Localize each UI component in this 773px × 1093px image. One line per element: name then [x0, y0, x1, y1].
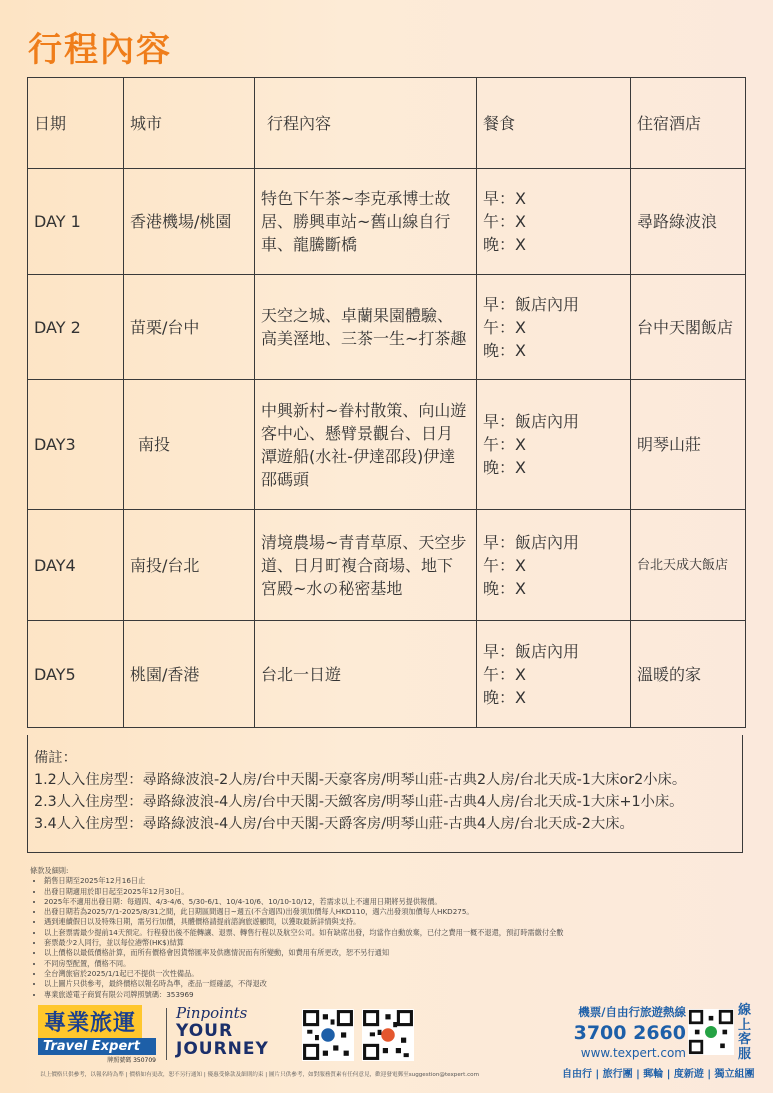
- instagram-qr-icon[interactable]: [362, 1009, 414, 1061]
- itinerary-line: 車、龍騰斷橋: [261, 235, 358, 254]
- terms-item: • 不同房型配置，價格不同。: [44, 959, 670, 969]
- hotel-cell: 明琴山莊: [631, 380, 746, 510]
- terms-item: • 遇到連續假日以及特殊日期，需另行加價，具體價格請提前諮詢旅遊顧問，以獲取最新詳情與支持。: [44, 917, 670, 927]
- services-list: 自由行 | 旅行團 | 郵輪 | 度新遊 | 獨立組團: [562, 1069, 755, 1080]
- city-cell: 苗栗/台中: [124, 275, 255, 380]
- itinerary-table: [27, 77, 746, 728]
- meal-breakfast: 早：X: [483, 189, 526, 208]
- header-city: 城市: [124, 78, 255, 169]
- meals-cell: [477, 275, 631, 380]
- day-cell: DAY 1: [28, 169, 124, 275]
- meal-lunch: 午：X: [483, 664, 526, 684]
- itinerary-cell: [255, 169, 477, 275]
- hotline-phone[interactable]: 3700 2660: [573, 1022, 686, 1044]
- hotel-cell: 溫暖的家: [631, 621, 746, 728]
- meal-breakfast: 早：飯店內用: [483, 294, 580, 314]
- remarks-line: 2.3人入住房型：尋路綠波浪-4人房/台中天閣-天緻客房/明琴山莊-古典4人房/台北天成-1大床+1小床。: [34, 794, 684, 810]
- city-cell: 香港機場/桃園: [124, 169, 255, 275]
- slogan: [176, 1004, 296, 1058]
- itinerary-line: 潭遊船(水社-伊達邵段)伊達: [261, 446, 456, 466]
- header-meals: 餐食: [477, 78, 631, 169]
- remarks-box: [27, 735, 743, 853]
- logo-chinese: 專業旅運: [38, 1005, 142, 1038]
- meal-breakfast: 早：飯店內用: [483, 412, 580, 431]
- terms-item: • 出發日期適用於即日起至2025年12月30日。: [44, 887, 670, 897]
- hotline-label: 機票/自由行旅遊熱線: [578, 1005, 686, 1019]
- itinerary-line: 高美溼地、三茶一生~打茶趣: [261, 329, 467, 348]
- day-cell: DAY 2: [28, 275, 124, 380]
- slogan-script: Pinpoints: [176, 1004, 248, 1022]
- hotel-cell: 台中天閣飯店: [631, 275, 746, 380]
- terms-item: • 出發日期若為2025/7/1-2025/8/31之間，此日期區間週日~週五(不含週四)出發須加價每人HKD110，週六出發須加價每人HKD275。: [44, 907, 670, 917]
- online-service-label: 線上客服: [738, 1003, 752, 1062]
- logo-english: Travel Expert: [38, 1038, 156, 1055]
- city-cell: 桃園/香港: [124, 621, 255, 728]
- table-row: [28, 380, 746, 510]
- itinerary-cell: [255, 621, 477, 728]
- divider: [166, 1008, 167, 1060]
- terms-item: • 2025年不適用出發日期：每週四、4/3-4/6、5/30-6/1、10/4-10/6、10/10-10/12，若需求以上不適用日期將另提供報價。: [44, 897, 670, 907]
- itinerary-cell: [255, 510, 477, 621]
- terms-item: • 全台灣旅宿於2025/1/1起已不提供一次性備品。: [44, 969, 670, 979]
- license-number: 牌照號碼 350709: [107, 1057, 156, 1064]
- terms-section: [30, 866, 670, 1000]
- meal-dinner: 晚：X: [483, 687, 526, 707]
- itinerary-line: 居、勝興車站~舊山線自行: [261, 212, 451, 231]
- itinerary-line: 天空之城、卓蘭果園體驗、: [261, 306, 454, 325]
- meals-cell: [477, 621, 631, 728]
- itinerary-cell: [255, 380, 477, 510]
- page-title: 行程內容: [28, 30, 172, 70]
- terms-item: • 以上價格以最低價格計算，而所有價格會因貨幣匯率及供應情況而有所變動，如費用有所更改，恕不另行通知: [44, 948, 670, 958]
- meals-cell: [477, 510, 631, 621]
- remarks-heading: 備註：: [34, 750, 77, 766]
- terms-heading: 條款及細則:: [30, 866, 69, 875]
- facebook-qr-icon[interactable]: [302, 1009, 354, 1061]
- itinerary-line: 客中心、懸臂景觀台、日月: [261, 423, 454, 443]
- hotel-cell: 台北天成大飯店: [631, 510, 746, 621]
- day-cell: DAY5: [28, 621, 124, 728]
- itinerary-cell: [255, 275, 477, 380]
- header-date: 日期: [28, 78, 124, 169]
- meal-lunch: 午：X: [483, 435, 526, 454]
- meal-breakfast: 早：飯店內用: [483, 641, 580, 661]
- table-row: [28, 169, 746, 275]
- day-cell: DAY4: [28, 510, 124, 621]
- itinerary-line: 特色下午茶~李克承博士故: [261, 189, 451, 208]
- meal-breakfast: 早：飯店內用: [483, 532, 580, 552]
- itinerary-line: 宮殿~水の秘密基地: [261, 578, 403, 598]
- slogan-line-2: JOURNEY: [176, 1039, 269, 1059]
- meal-lunch: 午：X: [483, 212, 526, 231]
- meal-dinner: 晚：X: [483, 235, 526, 254]
- table-row: [28, 275, 746, 380]
- meals-cell: [477, 169, 631, 275]
- terms-item: • 銷售日期至2025年12月16日止: [44, 876, 670, 886]
- remarks-line: 3.4人入住房型：尋路綠波浪-4人房/台中天閣-天爵客房/明琴山莊-古典4人房/台北天成-2大床。: [34, 816, 634, 832]
- terms-item: • 以上套票需最少提前14天預定。行程發出後不能轉讓、退票、轉售行程以及航空公司。如有缺席出發，均當作自動放棄，已付之費用一概不退還，預訂時需繳付全數: [44, 928, 670, 938]
- itinerary-line: 邵碼頭: [261, 469, 310, 489]
- terms-item: • 以上圖片只供參考，最終價格以報名時為準，產品一經確認，不得退改: [44, 979, 670, 989]
- meal-dinner: 晚：X: [483, 340, 526, 360]
- terms-item: • 套票最少2人同行，並以每位港幣(HK$)結算: [44, 938, 670, 948]
- header-itinerary: 行程內容: [255, 78, 477, 169]
- city-cell: 南投: [124, 380, 255, 510]
- travel-expert-logo: [38, 1005, 158, 1063]
- whatsapp-qr-icon[interactable]: [688, 1009, 734, 1055]
- website-link[interactable]: www.texpert.com: [580, 1046, 686, 1060]
- meal-lunch: 午：X: [483, 555, 526, 575]
- day-cell: DAY3: [28, 380, 124, 510]
- itinerary-line: 清境農場~青青草原、天空步: [261, 532, 467, 552]
- table-row: [28, 510, 746, 621]
- city-cell: 南投/台北: [124, 510, 255, 621]
- terms-item: • 專業旅遊電子商貿有限公司牌照號碼：353969: [44, 990, 670, 1000]
- table-header-row: [28, 78, 746, 169]
- meal-dinner: 晚：X: [483, 458, 526, 477]
- itinerary-line: 台北一日遊: [261, 664, 342, 684]
- itinerary-line: 中興新村~眷村散策、向山遊: [261, 400, 467, 420]
- itinerary-line: 道、日月町複合商場、地下: [261, 555, 454, 575]
- meal-dinner: 晚：X: [483, 578, 526, 598]
- hotel-cell: 尋路綠波浪: [631, 169, 746, 275]
- footer-disclaimer: 以上價格只供參考，以報名時為準 | 價格如有更改，恕不另行通知 | 優惠受條款及細則約束 | 圖片只供參考，如對服務質素有任何意見，歡迎發電郵至suggestion@texpert.com: [40, 1072, 480, 1078]
- header-hotel: 住宿酒店: [631, 78, 746, 169]
- slogan-line-1: YOUR: [176, 1021, 234, 1041]
- remarks-line: 1.2人入住房型：尋路綠波浪-2人房/台中天閣-天豪客房/明琴山莊-古典2人房/台北天成-1大床or2小床。: [34, 772, 687, 788]
- table-row: [28, 621, 746, 728]
- contact-block: [562, 1004, 686, 1060]
- meals-cell: [477, 380, 631, 510]
- meal-lunch: 午：X: [483, 317, 526, 337]
